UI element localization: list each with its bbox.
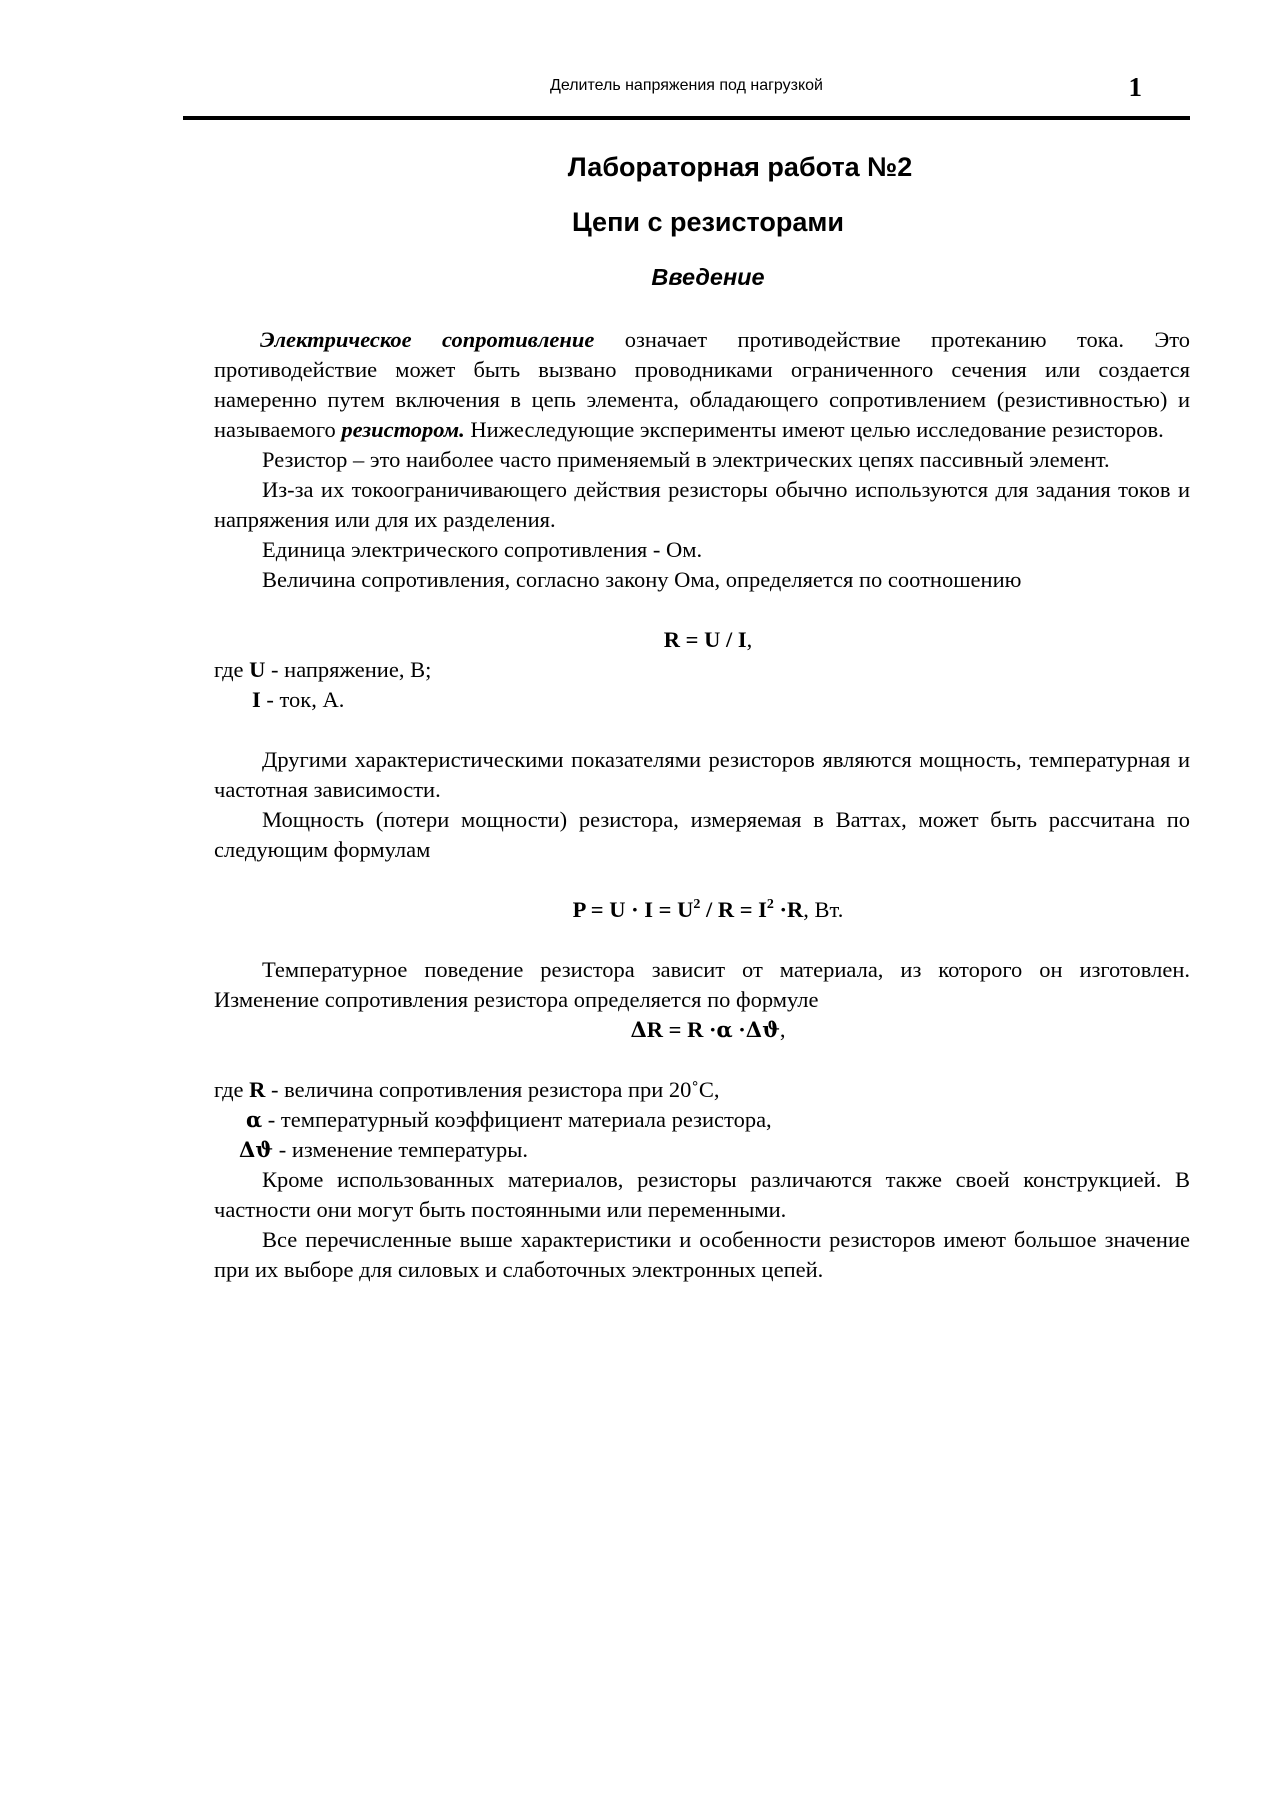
formula-power-part1: P = U — [572, 897, 632, 922]
formula-temp-tail: , — [779, 1017, 786, 1042]
paragraph-ohm-law: Величина сопротивления, согласно закону Ома, определяется по соотношению — [262, 567, 1022, 592]
symbol-alpha: α — [246, 1107, 263, 1132]
running-title: Делитель напряжения под нагрузкой — [549, 77, 823, 94]
section-title: Введение — [651, 264, 765, 290]
symbol-delta-theta: Δϑ — [239, 1137, 274, 1162]
delta-symbol: Δ — [630, 1017, 647, 1042]
desc-alpha: - температурный коэффициент материала резистора, — [262, 1107, 772, 1132]
desc-delta-theta: - изменение температуры. — [273, 1137, 528, 1162]
intro-text-2: Нижеследующие эксперименты имеют целью исследование резисторов. — [464, 417, 1164, 442]
formula-power-part3: / R = I — [700, 897, 767, 922]
paragraph-resistor: Резистор – это наиболее часто применяемый в электрических цепях пассивный элемент. — [262, 447, 1110, 472]
spacer — [214, 595, 1190, 625]
desc-u: - напряжение, В; — [265, 657, 432, 682]
page-number: 1 — [1128, 72, 1142, 102]
where-u-line — [214, 655, 1190, 685]
where-dtheta-line — [214, 1135, 1190, 1165]
paragraph-construction: Кроме использованных материалов, резисторы различаются также своей конструкцией. В частности они могут быть постоянными или переменными. — [214, 1167, 1190, 1222]
formula-power — [214, 895, 1190, 925]
term-resistor: резистором. — [341, 417, 465, 442]
where-label: где — [214, 657, 250, 682]
term-resistance: Электрическое сопротивление — [260, 327, 595, 352]
formula-ohm — [214, 625, 1190, 655]
paragraph-final: Все перечисленные выше характеристики и особенности резисторов имеют большое значение при их выборе для силовых и слаботочных электронных цепей. — [214, 1227, 1190, 1282]
where-alpha-line — [214, 1105, 1190, 1135]
page-header — [183, 72, 1190, 120]
superscript-2: 2 — [766, 897, 774, 912]
formula-ohm-expr: R = U / I — [663, 627, 747, 652]
lab-title: Лабораторная работа №2 — [567, 152, 913, 182]
paragraph-current-limiting: Из-за их токоограничивающего действия резисторы обычно используются для задания токов и напряжения или для их разделения. — [214, 477, 1190, 532]
desc-r: - величина сопротивления резистора при 20˚С, — [265, 1077, 720, 1102]
formula-power-part5: R — [787, 897, 804, 922]
symbol-i: I — [252, 687, 261, 712]
where-label: где — [214, 1077, 250, 1102]
superscript-2: 2 — [693, 897, 701, 912]
where-i-line — [214, 685, 1190, 715]
where-r-line — [214, 1075, 1190, 1105]
paragraph-power: Мощность (потери мощности) резистора, измеряемая в Ваттах, может быть рассчитана по следующим формулам — [214, 807, 1190, 862]
multiply-dot: · — [708, 1017, 717, 1042]
symbol-r: R — [249, 1077, 266, 1102]
spacer — [214, 1045, 1190, 1075]
formula-temperature — [214, 1015, 1190, 1045]
spacer — [214, 865, 1190, 895]
page-content — [214, 146, 1190, 1285]
formula-ohm-tail: , — [746, 627, 753, 652]
multiply-dot: · — [779, 897, 788, 922]
delta-symbol: Δ — [745, 1017, 763, 1042]
formula-power-part2: I = U — [638, 897, 694, 922]
desc-i: - ток, А. — [260, 687, 345, 712]
intro-text-1: означает противодействие протеканию тока. Это противодействие может быть вызвано проводниками ограниченного сечения или создается намеренно путем включения в цепь элемента, обладающего сопротивлением (резистивностью) и называемого — [214, 327, 1190, 442]
topic-title: Цепи с резисторами — [572, 207, 844, 237]
paragraph-unit: Единица электрического сопротивления - Ом. — [262, 537, 703, 562]
paragraph-other-characteristics: Другими характеристическими показателями резисторов являются мощность, температурная и частотная зависимости. — [214, 747, 1190, 802]
formula-temp-r: R = R — [646, 1017, 709, 1042]
formula-power-tail: , Вт. — [803, 897, 844, 922]
paragraph-temperature: Температурное поведение резистора зависит от материала, из которого он изготовлен. Изменение сопротивления резистора определяется по формуле — [214, 957, 1190, 1012]
multiply-dot: · — [738, 1017, 746, 1042]
alpha-symbol: α — [716, 1017, 733, 1042]
intro-paragraph — [214, 325, 1190, 445]
symbol-u: U — [249, 657, 266, 682]
spacer — [214, 715, 1190, 745]
theta-symbol: ϑ — [762, 1017, 780, 1042]
spacer — [214, 925, 1190, 955]
multiply-dot: · — [631, 897, 639, 922]
